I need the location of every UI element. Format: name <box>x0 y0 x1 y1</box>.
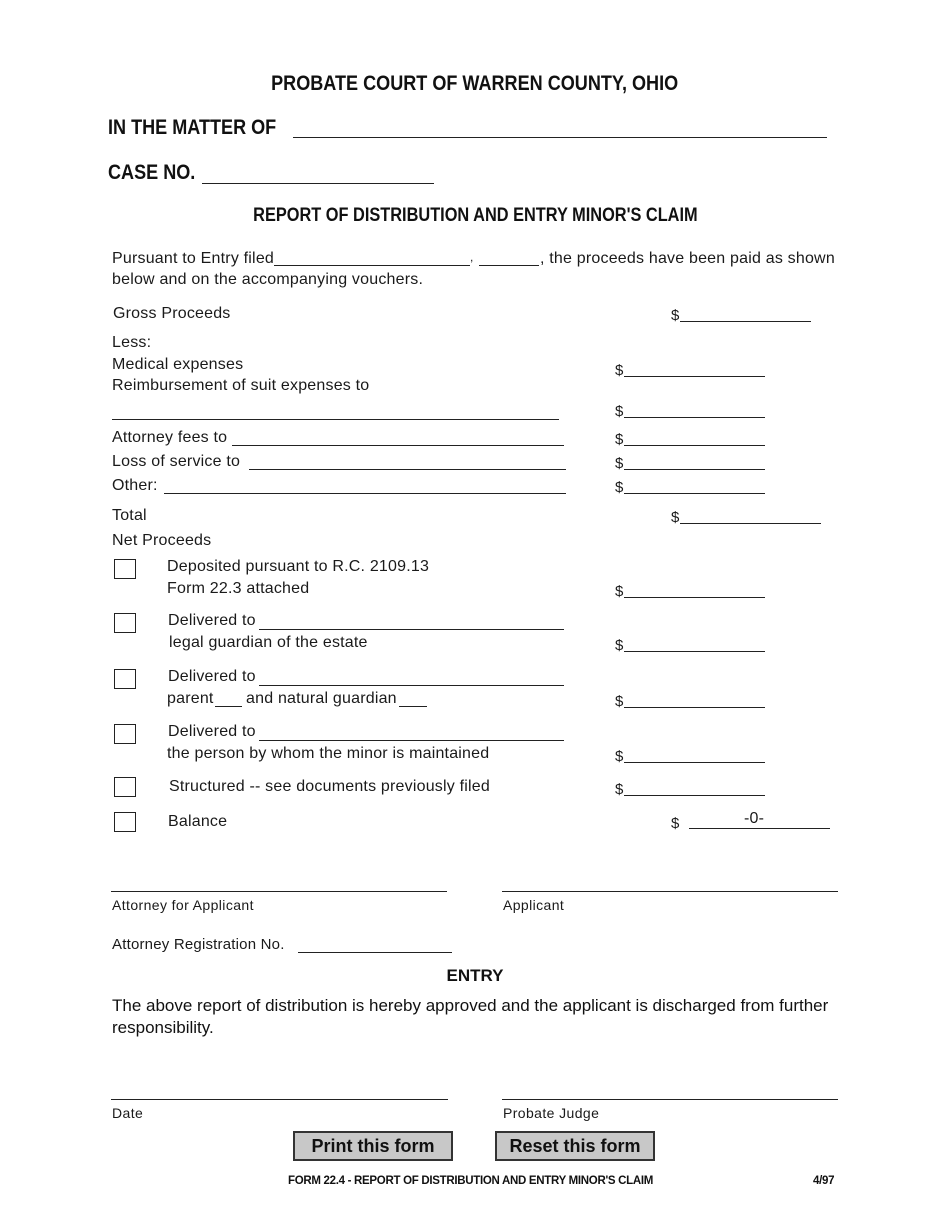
parent-dollar-sign: $ <box>615 693 624 710</box>
natural-guardian-blank-field[interactable] <box>399 690 427 707</box>
maintainer-delivered-label: Delivered to <box>168 723 256 740</box>
legal-guardian-amount[interactable] <box>624 633 765 652</box>
legal-guardian-dollar-sign: $ <box>615 637 624 654</box>
structured-amount[interactable] <box>624 777 765 796</box>
gross-dollar-sign: $ <box>671 307 680 324</box>
applicant-signature-line[interactable] <box>502 891 838 892</box>
entry-text-line1: The above report of distribution is hereby approved and the applicant is discharged from further <box>112 996 829 1015</box>
deposited-checkbox[interactable] <box>114 559 136 579</box>
natural-guardian-label: and natural guardian <box>246 690 397 707</box>
other-label: Other: <box>112 477 158 494</box>
attorney-fees-label: Attorney fees to <box>112 429 228 446</box>
legal-guardian-name-field[interactable] <box>259 611 564 630</box>
deposited-dollar-sign: $ <box>615 583 624 600</box>
legal-guardian-delivered-label: Delivered to <box>168 612 256 629</box>
gross-proceeds-label: Gross Proceeds <box>113 305 231 322</box>
matter-name-field[interactable] <box>293 119 827 138</box>
less-label: Less: <box>112 334 152 351</box>
medical-expenses-amount[interactable] <box>624 358 765 377</box>
intro-line2: below and on the accompanying vouchers. <box>112 271 424 288</box>
other-dollar-sign: $ <box>615 479 624 496</box>
deposited-amount[interactable] <box>624 579 765 598</box>
print-form-button[interactable]: Print this form <box>293 1131 453 1161</box>
legal-guardian-checkbox[interactable] <box>114 613 136 633</box>
deposited-line1: Deposited pursuant to R.C. 2109.13 <box>167 558 430 575</box>
attorney-fees-dollar-sign: $ <box>615 431 624 448</box>
footer-form-name: FORM 22.4 - REPORT OF DISTRIBUTION AND ENTRY MINOR'S CLAIM <box>288 1175 654 1187</box>
net-proceeds-label: Net Proceeds <box>112 532 212 549</box>
parent-name-field[interactable] <box>259 667 564 686</box>
reimbursement-amount[interactable] <box>624 399 765 418</box>
loss-of-service-dollar-sign: $ <box>615 455 624 472</box>
parent-label: parent <box>167 690 214 707</box>
entry-heading: ENTRY <box>446 966 504 985</box>
attorney-fees-name-field[interactable] <box>232 427 564 446</box>
report-title-wrap <box>0 205 950 227</box>
applicant-label: Applicant <box>503 897 565 913</box>
entry-filed-date-field[interactable] <box>274 247 470 266</box>
court-title: PROBATE COURT OF WARREN COUNTY, OHIO <box>271 72 679 95</box>
case-label: CASE NO. <box>108 161 196 184</box>
maintainer-amount[interactable] <box>624 744 765 763</box>
intro-suffix: , the proceeds have been paid as shown <box>540 250 835 267</box>
loss-of-service-label: Loss of service to <box>112 453 241 470</box>
attorney-for-applicant-label: Attorney for Applicant <box>112 897 254 913</box>
entry-text-line2: responsibility. <box>112 1018 214 1037</box>
maintainer-name-field[interactable] <box>259 722 564 741</box>
footer-revision: 4/97 <box>813 1175 835 1187</box>
attorney-reg-label: Attorney Registration No. <box>112 936 285 953</box>
reimbursement-label: Reimbursement of suit expenses to <box>112 377 370 394</box>
loss-of-service-amount[interactable] <box>624 451 765 470</box>
matter-label: IN THE MATTER OF <box>108 116 277 139</box>
intro-comma: , <box>470 250 474 264</box>
report-title: REPORT OF DISTRIBUTION AND ENTRY MINOR'S CLAIM <box>252 205 698 226</box>
judge-signature-line[interactable] <box>502 1099 838 1100</box>
medical-expenses-label: Medical expenses <box>112 356 244 373</box>
gross-proceeds-amount[interactable] <box>680 303 811 322</box>
parent-blank-field[interactable] <box>215 690 242 707</box>
reimbursement-name-field[interactable] <box>112 401 559 420</box>
date-label: Date <box>112 1105 144 1121</box>
maintainer-dollar-sign: $ <box>615 748 624 765</box>
loss-of-service-name-field[interactable] <box>249 451 566 470</box>
attorney-reg-number-field[interactable] <box>298 934 452 953</box>
intro-prefix: Pursuant to Entry filed <box>112 250 275 267</box>
legal-guardian-label: legal guardian of the estate <box>169 634 368 651</box>
case-label-wrap <box>108 161 210 185</box>
probate-judge-label: Probate Judge <box>503 1105 600 1121</box>
balance-amount-line <box>689 828 830 829</box>
deposited-line2: Form 22.3 attached <box>167 580 310 597</box>
structured-label: Structured -- see documents previously filed <box>169 778 490 795</box>
total-dollar-sign: $ <box>671 509 680 526</box>
total-amount[interactable] <box>680 505 821 524</box>
maintainer-label: the person by whom the minor is maintained <box>167 745 490 762</box>
attorney-signature-line[interactable] <box>111 891 447 892</box>
attorney-fees-amount[interactable] <box>624 427 765 446</box>
other-name-field[interactable] <box>164 475 566 494</box>
medical-dollar-sign: $ <box>615 362 624 379</box>
maintainer-checkbox[interactable] <box>114 724 136 744</box>
entry-filed-year-field[interactable] <box>479 247 539 266</box>
parent-amount[interactable] <box>624 689 765 708</box>
balance-dollar-sign: $ <box>671 815 680 832</box>
structured-dollar-sign: $ <box>615 781 624 798</box>
balance-label: Balance <box>168 813 228 830</box>
other-amount[interactable] <box>624 475 765 494</box>
balance-checkbox[interactable] <box>114 812 136 832</box>
parent-checkbox[interactable] <box>114 669 136 689</box>
total-label: Total <box>112 507 147 524</box>
matter-label-wrap <box>108 116 304 140</box>
case-number-field[interactable] <box>202 165 434 184</box>
structured-checkbox[interactable] <box>114 777 136 797</box>
balance-value: -0- <box>744 810 765 827</box>
parent-delivered-label: Delivered to <box>168 668 256 685</box>
court-title-wrap <box>0 72 950 96</box>
reimbursement-dollar-sign: $ <box>615 403 624 420</box>
date-line[interactable] <box>111 1099 448 1100</box>
reset-form-button[interactable]: Reset this form <box>495 1131 655 1161</box>
